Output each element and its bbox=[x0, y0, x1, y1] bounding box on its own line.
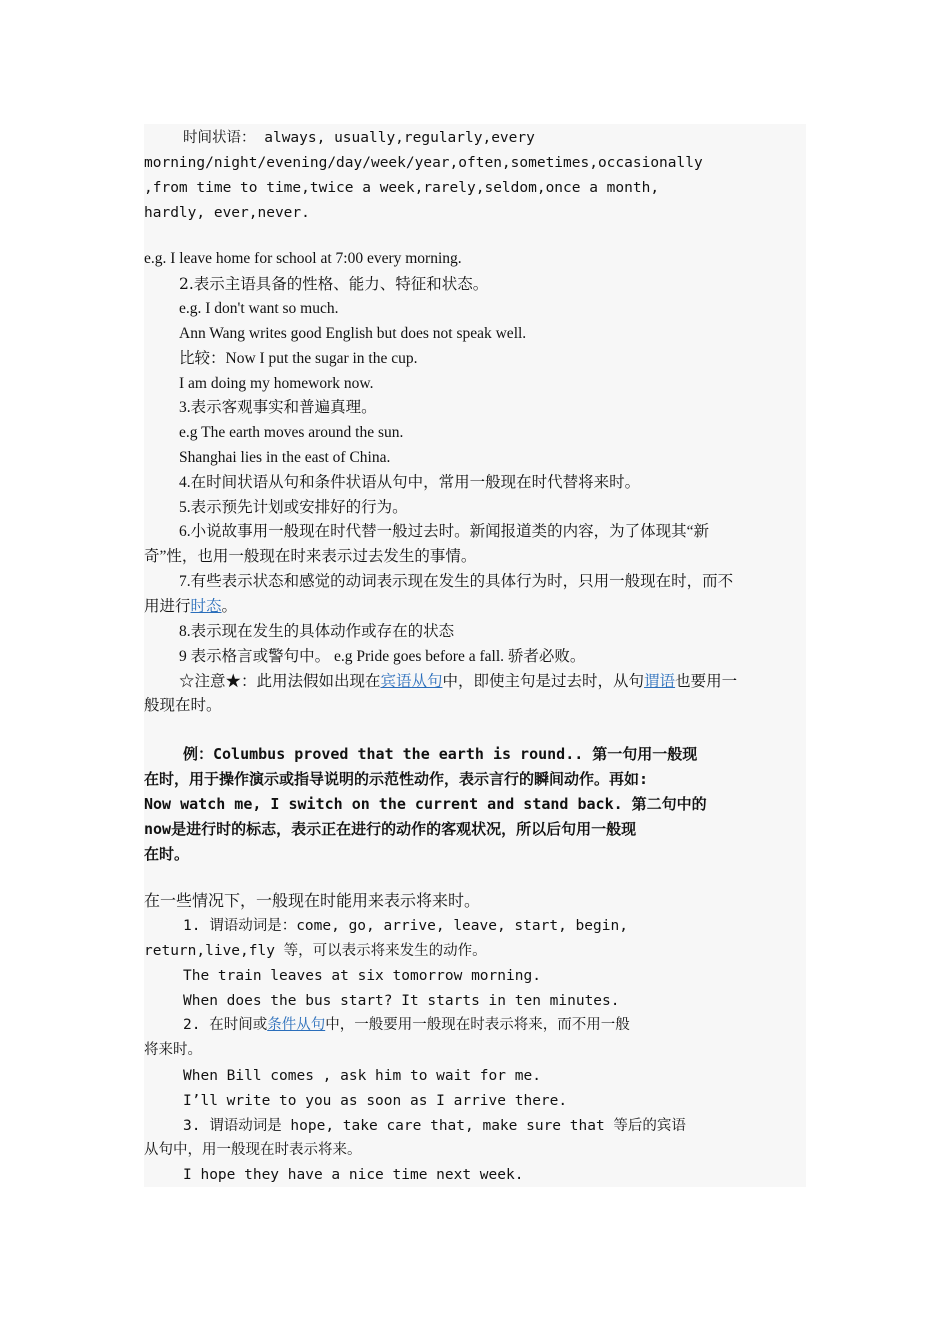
text-line bbox=[179, 672, 737, 692]
object-clause-link[interactable]: 宾语从句 bbox=[380, 673, 443, 690]
text-span: 用进行 bbox=[144, 598, 191, 615]
text-line: I am doing my homework now. bbox=[179, 375, 374, 392]
text-line: 3.表示客观事实和普遍真理。 bbox=[179, 399, 377, 416]
text-line: 在一些情况下，一般现在时能用来表示将来时。 bbox=[144, 891, 481, 910]
text-line: I hope they have a nice time next week. bbox=[183, 1167, 524, 1183]
text-line bbox=[183, 1015, 630, 1035]
text-line: Shanghai lies in the east of China. bbox=[179, 449, 391, 466]
text-line: 2.表示主语具备的性格、能力、特征和状态。 bbox=[179, 275, 489, 293]
conditional-clause-link[interactable]: 条件从句 bbox=[267, 1017, 326, 1033]
text-line: 3. 谓语动词是 hope, take care that, make sure that 等后的宾语 bbox=[183, 1118, 686, 1134]
text-line: When Bill comes , ask him to wait for me. bbox=[183, 1068, 541, 1084]
text-line: hardly, ever,never. bbox=[144, 205, 310, 221]
text-line: e.g. I leave home for school at 7:00 every morning. bbox=[144, 250, 462, 267]
text-line: 例：Columbus proved that the earth is round.. 第一句用一般现 bbox=[183, 745, 698, 763]
text-line: e.g. I don't want so much. bbox=[179, 300, 339, 317]
text-line: now是进行时的标志，表示正在进行的动作的客观状况，所以后句用一般现 bbox=[144, 820, 637, 838]
text-line: morning/night/evening/day/week/year,often,sometimes,occasionally bbox=[144, 155, 703, 171]
text-line: 5.表示预先计划或安排好的行为。 bbox=[179, 499, 408, 516]
text-line: 6.小说故事用一般现在时代替一般过去时。新闻报道类的内容，为了体现其“新 bbox=[179, 523, 710, 540]
text-span: 也要用一 bbox=[675, 673, 738, 690]
text-line: 4.在时间状语从句和条件状语从句中，常用一般现在时代替将来时。 bbox=[179, 474, 641, 491]
text-line: Ann Wang writes good English but does not speak well. bbox=[179, 325, 527, 342]
text-line: 8.表示现在发生的具体动作或存在的状态 bbox=[179, 623, 455, 640]
text-span: 中，即使主句是过去时，从句 bbox=[442, 673, 645, 690]
text-line: 在时。 bbox=[144, 845, 190, 863]
text-line bbox=[144, 597, 237, 617]
text-line: 将来时。 bbox=[144, 1042, 202, 1058]
text-line: 9 表示格言或警句中。 e.g Pride goes before a fall. 骄者必败。 bbox=[179, 648, 586, 665]
text-line: 1. 谓语动词是：come, go, arrive, leave, start, begin, bbox=[183, 918, 628, 934]
text-line: The train leaves at six tomorrow morning. bbox=[183, 968, 541, 984]
text-line: 7.有些表示状态和感觉的动词表示现在发生的具体行为时，只用一般现在时，而不 bbox=[179, 573, 734, 590]
text-line: e.g The earth moves around the sun. bbox=[179, 424, 404, 441]
text-span: ☆注意★：此用法假如出现在 bbox=[179, 673, 381, 690]
text-line: 时间状语： always, usually,regularly,every bbox=[183, 130, 535, 146]
text-line: ,from time to time,twice a week,rarely,seldom,once a month, bbox=[144, 180, 660, 196]
text-span: 中，一般要用一般现在时表示将来，而不用一般 bbox=[325, 1017, 630, 1033]
text-line: I’ll write to you as soon as I arrive there. bbox=[183, 1093, 568, 1109]
text-line: 般现在时。 bbox=[144, 697, 222, 714]
text-line: 比较：Now I put the sugar in the cup. bbox=[179, 350, 418, 367]
text-line: Now watch me, I switch on the current and stand back. 第二句中的 bbox=[144, 795, 707, 813]
predicate-link[interactable]: 谓语 bbox=[644, 673, 676, 690]
text-line: 在时，用于操作演示或指导说明的示范性动作，表示言行的瞬间动作。再如: bbox=[144, 770, 649, 788]
tense-link[interactable]: 时态 bbox=[190, 598, 222, 615]
text-span: 。 bbox=[221, 598, 238, 615]
text-line: When does the bus start? It starts in ten minutes. bbox=[183, 993, 620, 1009]
text-line: return,live,fly 等，可以表示将来发生的动作。 bbox=[144, 943, 487, 959]
text-span: 2. 在时间或 bbox=[183, 1017, 268, 1033]
text-line: 从句中，用一般现在时表示将来。 bbox=[144, 1142, 362, 1158]
text-line: 奇”性，也用一般现在时来表示过去发生的事情。 bbox=[144, 548, 477, 565]
